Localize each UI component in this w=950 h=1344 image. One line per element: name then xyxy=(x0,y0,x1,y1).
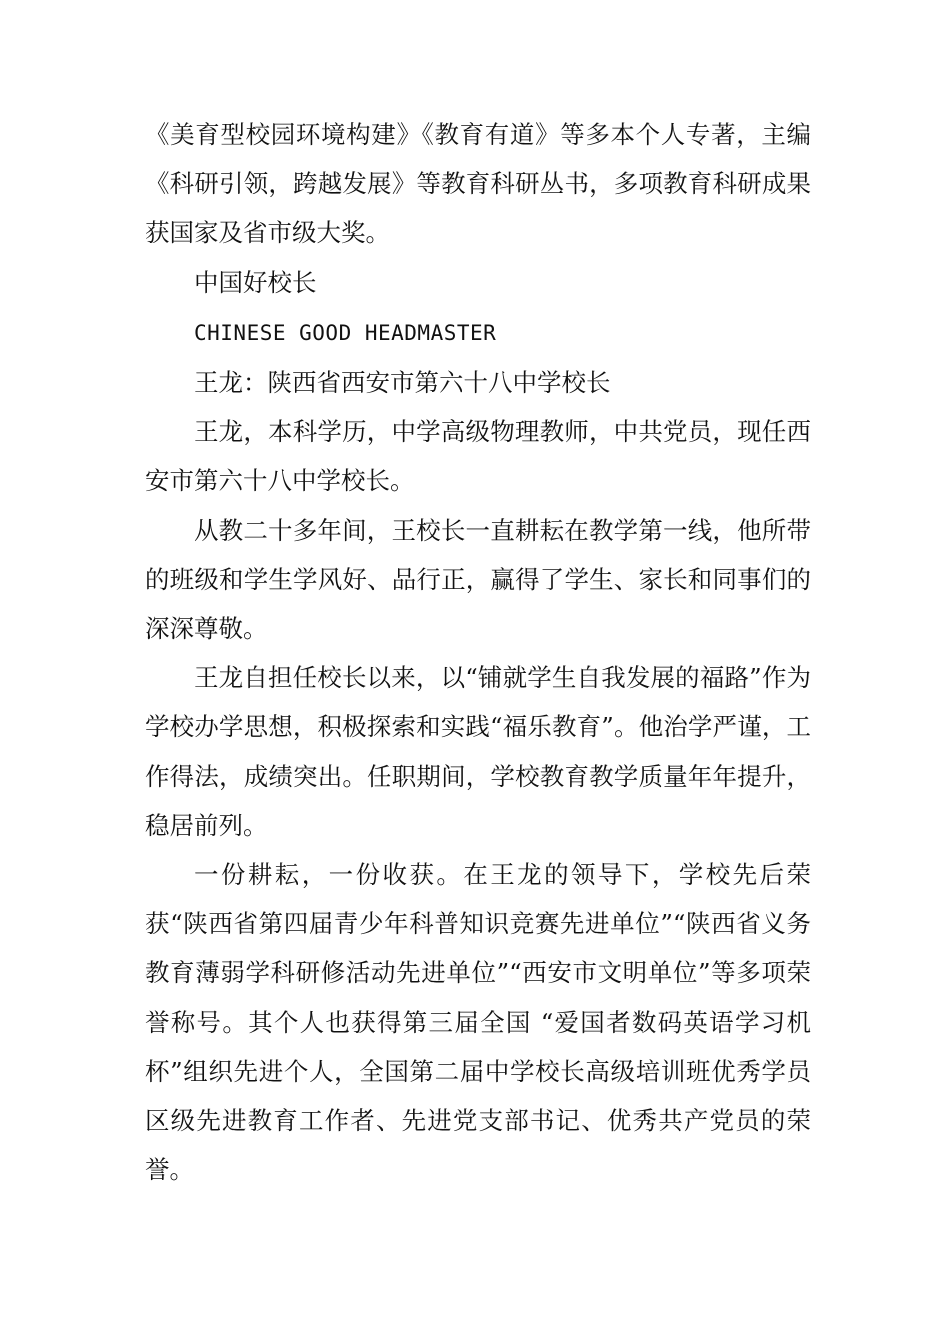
paragraph-honors: 一份耕耘，一份收获。在王龙的领导下，学校先后荣获“陕西省第四届青少年科普知识竞赛先进单位”“陕西省义务教育薄弱学科研修活动先进单位”“西安市文明单位”等多项荣誉称号。其个人也获得第三届全国 “爱国者数码英语学习机杯”组织先进个人，全国第二届中学校长高级培训班优秀学员区级先进教育工作者、先进党支部书记、优秀共产党员的荣誉。 xyxy=(145,860,811,1185)
section-title: 中国好校长 xyxy=(194,267,317,297)
section-subtitle-english xyxy=(145,307,811,358)
paragraph-philosophy: 王龙自担任校长以来，以“铺就学生自我发展的福路”作为学校办学思想，积极探索和实践“福乐教育”。他治学严谨，工作得法，成绩突出。任职期间，学校教育教学质量年年提升，稳居前列。 xyxy=(145,663,811,840)
english-title-text: CHINESE GOOD HEADMASTER xyxy=(194,320,497,345)
paragraph-continuation: 《美育型校园环境构建》《教育有道》等多本个人专著，主编《科研引领，跨越发展》等教育科研丛书，多项教育科研成果获国家及省市级大奖。 xyxy=(145,120,811,248)
paragraph-teaching: 从教二十多年间，王校长一直耕耘在教学第一线，他所带的班级和学生学风好、品行正，赢得了学生、家长和同事们的深深尊敬。 xyxy=(145,515,811,644)
article-body xyxy=(145,110,811,1194)
paragraph-bio: 王龙，本科学历，中学高级物理教师，中共党员，现任西安市第六十八中学校长。 xyxy=(145,417,811,496)
headmaster-heading: 王龙：陕西省西安市第六十八中学校长 xyxy=(194,368,611,398)
